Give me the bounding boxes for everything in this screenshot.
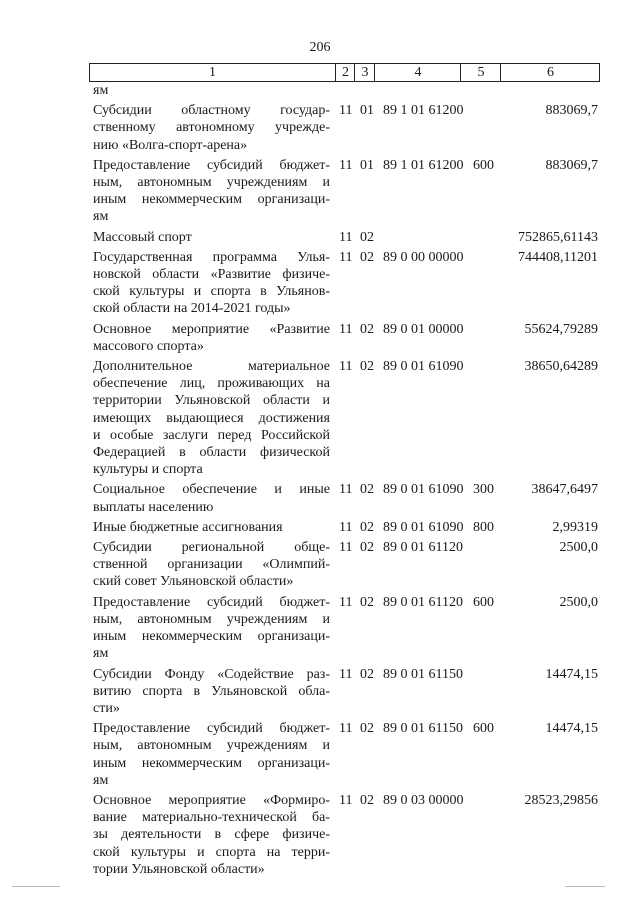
section-code: 11 (339, 321, 353, 337)
row-name-line: ской культуры и спорта на терри- (93, 844, 330, 860)
scan-edge-mark (12, 886, 60, 887)
header-col-2: 2 (335, 64, 355, 81)
section-code: 11 (339, 792, 353, 808)
row-name-line: Основное мероприятие «Формиро- (93, 792, 330, 808)
amount: 14474,15 (545, 666, 598, 682)
subsection-code: 02 (360, 519, 374, 535)
amount: 2500,0 (559, 594, 598, 610)
expense-type-code: 800 (473, 519, 494, 535)
row-name-line: обеспечение лиц, проживающих на (93, 376, 330, 392)
amount: 2,99319 (552, 519, 598, 535)
subsection-code: 02 (360, 249, 374, 265)
row-name-line: ский совет Ульяновской области» (93, 574, 294, 590)
row-name-line: Массовый спорт (93, 229, 192, 245)
amount: 883069,7 (545, 157, 598, 173)
row-name (93, 666, 330, 718)
header-col-1: 1 (209, 65, 216, 80)
amount: 28523,29856 (524, 792, 598, 808)
subsection-code: 02 (360, 482, 374, 498)
row-name (93, 82, 330, 99)
row-name-line: Основное мероприятие «Развитие (93, 321, 330, 337)
row-name-line: ям (93, 83, 109, 98)
header-col-6: 6 (500, 64, 600, 81)
row-name-line: ственному автономному учрежде- (93, 120, 330, 136)
subsection-code: 01 (360, 103, 374, 119)
expense-type-code: 600 (473, 721, 494, 737)
row-name-line: зы деятельности в сфере физиче- (93, 827, 330, 843)
row-name (93, 229, 330, 246)
table-body (0, 82, 640, 878)
section-code: 11 (339, 229, 353, 245)
row-name-line: Субсидии Фонду «Содействие раз- (93, 666, 330, 682)
section-code: 11 (339, 519, 353, 535)
subsection-code: 02 (360, 594, 374, 610)
section-code: 11 (339, 540, 353, 556)
row-name (93, 594, 330, 663)
section-code: 11 (339, 157, 353, 173)
table-row (0, 229, 640, 246)
row-name (93, 358, 330, 478)
row-name-line: Предоставление субсидий бюджет- (93, 594, 330, 610)
row-name-line: тории Ульяновской области» (93, 861, 265, 877)
header-col-4: 4 (374, 64, 461, 81)
section-code: 11 (339, 103, 353, 119)
row-name-line: нию «Волга-спорт-арена» (93, 137, 248, 153)
row-name-line: сти» (93, 700, 120, 716)
row-name-line: выплаты населению (93, 499, 214, 515)
row-name-line: ным, автономным учреждениям и (93, 611, 330, 627)
subsection-code: 02 (360, 666, 374, 682)
amount: 752865,61143 (518, 229, 598, 245)
amount: 38650,64289 (524, 359, 598, 375)
row-name-line: витию спорта в Ульяновской обла- (93, 683, 330, 699)
row-name-line: ным, автономным учреждениям и (93, 175, 330, 191)
target-article-code: 89 0 01 61150 (383, 721, 463, 737)
row-name-line: Предоставление субсидий бюджет- (93, 721, 330, 737)
row-name-line: ным, автономным учреждениям и (93, 738, 330, 754)
target-article-code: 89 0 00 00000 (383, 249, 464, 265)
expense-type-code: 300 (473, 482, 494, 498)
table-row (0, 157, 640, 226)
row-name (93, 249, 330, 318)
table-row (0, 666, 640, 718)
row-name-line: имеющих выдающиеся достижения (93, 410, 330, 426)
table-row (0, 792, 640, 878)
table-header (89, 63, 600, 82)
table-row (0, 594, 640, 663)
row-name-line: Субсидии региональной обще- (93, 540, 330, 556)
scan-edge-mark (565, 886, 605, 887)
amount: 55624,79289 (524, 321, 598, 337)
target-article-code: 89 0 01 00000 (383, 321, 464, 337)
row-name (93, 539, 330, 591)
row-name-line: ской области на 2014-2021 годы» (93, 301, 291, 317)
row-name-line: Иные бюджетные ассигнования (93, 519, 283, 535)
amount: 883069,7 (545, 103, 598, 119)
amount: 14474,15 (545, 721, 598, 737)
subsection-code: 02 (360, 721, 374, 737)
page-number: 206 (309, 40, 331, 55)
expense-type-code: 600 (473, 157, 494, 173)
row-name-line: территории Ульяновской области и (93, 393, 330, 409)
target-article-code: 89 1 01 61200 (383, 103, 464, 119)
row-name-line: Государственная программа Улья- (93, 249, 330, 265)
row-name-line: иным некоммерческим организаци- (93, 629, 330, 645)
target-article-code: 89 0 01 61120 (383, 540, 463, 556)
row-name (93, 321, 330, 355)
target-article-code: 89 0 01 61090 (383, 519, 464, 535)
target-article-code: 89 0 01 61090 (383, 482, 464, 498)
row-name-line: Предоставление субсидий бюджет- (93, 157, 330, 173)
row-name-line: и особые заслуги перед Российской (93, 427, 330, 443)
target-article-code: 89 0 01 61120 (383, 594, 463, 610)
subsection-code: 02 (360, 321, 374, 337)
row-name (93, 157, 330, 226)
row-name-line: ской культуры и спорта в Ульянов- (93, 284, 330, 300)
row-name-line: ственной организации «Олимпий- (93, 557, 330, 573)
row-name-line: ям (93, 646, 109, 662)
subsection-code: 02 (360, 792, 374, 808)
row-name-line: Субсидии областному государ- (93, 103, 330, 119)
table-row (0, 481, 640, 515)
row-name-line: Дополнительное материальное (93, 359, 330, 375)
target-article-code: 89 0 03 00000 (383, 792, 464, 808)
section-code: 11 (339, 666, 353, 682)
amount: 2500,0 (559, 540, 598, 556)
row-name-line: новской области «Развитие физиче- (93, 267, 330, 283)
table-row (0, 519, 640, 536)
subsection-code: 02 (360, 229, 374, 245)
row-name-line: иным некоммерческим организаци- (93, 755, 330, 771)
row-name-line: ям (93, 772, 109, 788)
target-article-code: 89 1 01 61200 (383, 157, 464, 173)
target-article-code: 89 0 01 61090 (383, 359, 464, 375)
row-name (93, 519, 330, 536)
target-article-code: 89 0 01 61150 (383, 666, 463, 682)
row-name (93, 720, 330, 789)
amount: 744408,11201 (518, 249, 598, 265)
table-row (0, 720, 640, 789)
section-code: 11 (339, 482, 353, 498)
table-row (0, 102, 640, 154)
subsection-code: 02 (360, 359, 374, 375)
expense-type-code: 600 (473, 594, 494, 610)
section-code: 11 (339, 721, 353, 737)
row-name-line: иным некоммерческим организаци- (93, 192, 330, 208)
table-row (0, 249, 640, 318)
table-row (0, 321, 640, 355)
amount: 38647,6497 (531, 482, 598, 498)
table-row (0, 358, 640, 478)
subsection-code: 02 (360, 540, 374, 556)
row-name (93, 102, 330, 154)
row-name-line: массового спорта» (93, 338, 204, 354)
row-name (93, 481, 330, 515)
row-name-line: культуры и спорта (93, 462, 203, 478)
header-col-3: 3 (354, 64, 375, 81)
table-row (0, 539, 640, 591)
table-row (0, 82, 640, 99)
section-code: 11 (339, 594, 353, 610)
row-name-line: Федерацией в области физической (93, 445, 330, 461)
row-name-line: Социальное обеспечение и иные (93, 482, 330, 498)
section-code: 11 (339, 249, 353, 265)
section-code: 11 (339, 359, 353, 375)
row-name-line: ям (93, 209, 109, 225)
header-col-5: 5 (460, 64, 501, 81)
subsection-code: 01 (360, 157, 374, 173)
row-name-line: вание материально-технической ба- (93, 810, 330, 826)
row-name (93, 792, 330, 878)
